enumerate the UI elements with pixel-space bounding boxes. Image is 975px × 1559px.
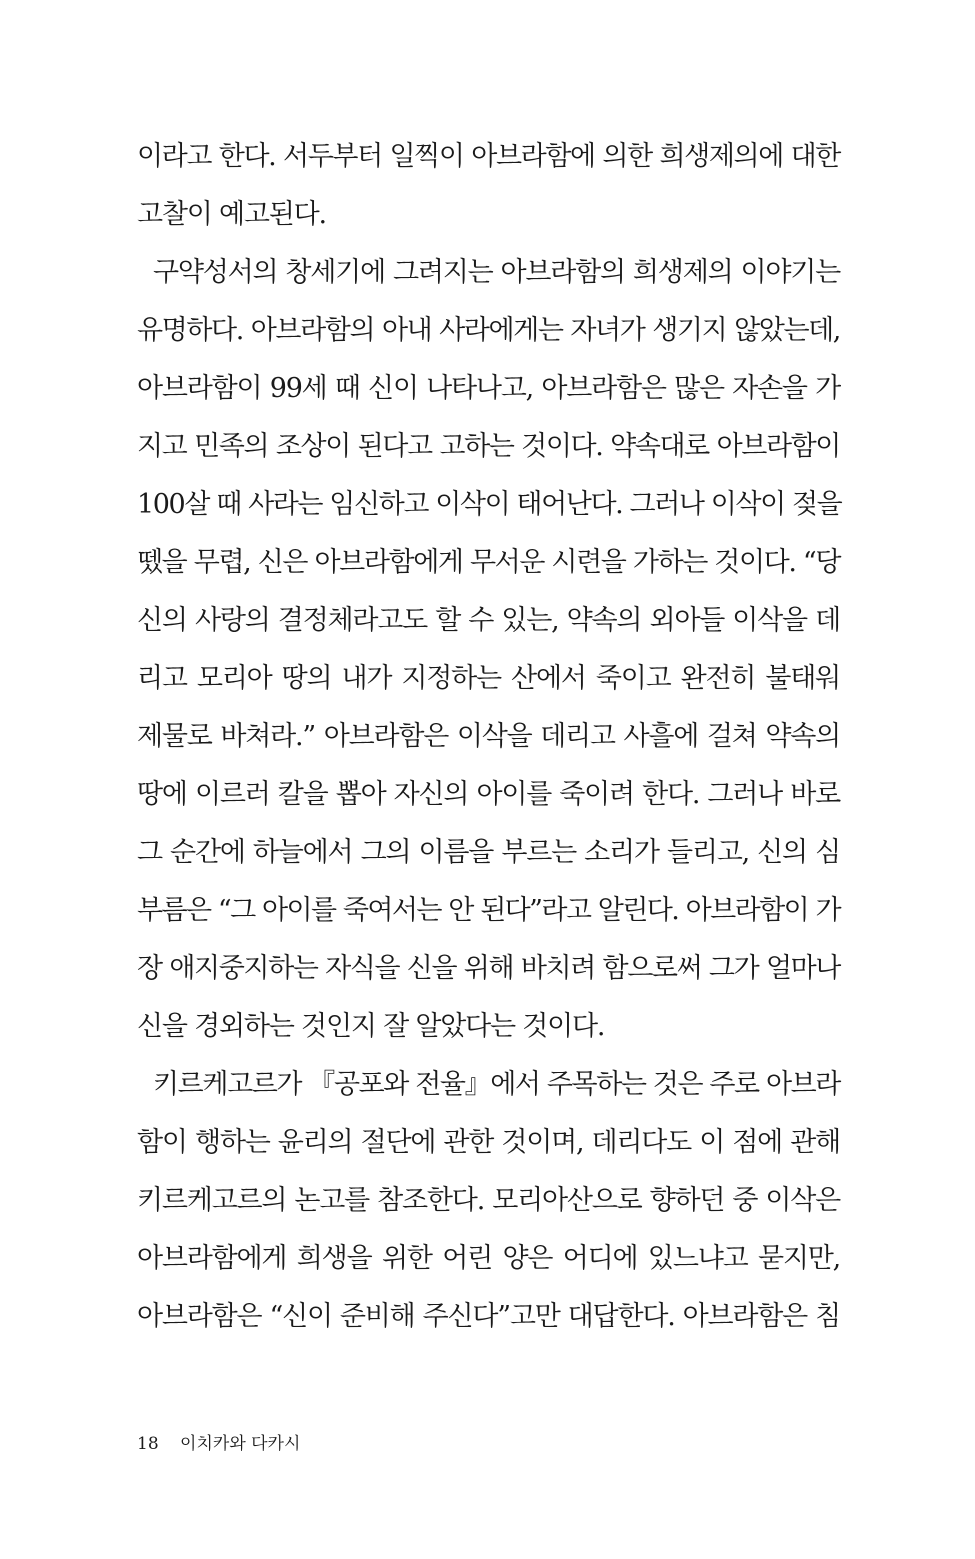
text-line: 아브라함이 99세 때 신이 나타나고, 아브라함은 많은 자손을 가 — [137, 373, 840, 404]
text-line: 고찰이 예고된다. — [137, 199, 326, 230]
paragraph-3 — [137, 1056, 840, 1346]
text-line: 신의 사랑의 결정체라고도 할 수 있는, 약속의 외아들 이삭을 데 — [137, 605, 840, 636]
text-line: 키르케고르가 『공포와 전율』에서 주목하는 것은 주로 아브라 — [153, 1069, 840, 1100]
text-line: 아브라함에게 희생을 위한 어린 양은 어디에 있느냐고 묻지만, — [137, 1243, 840, 1274]
text-line: 유명하다. 아브라함의 아내 사라에게는 자녀가 생기지 않았는데, — [137, 315, 840, 346]
text-line: 제물로 바쳐라.” 아브라함은 이삭을 데리고 사흘에 걸쳐 약속의 — [137, 721, 840, 752]
page-number: 18 — [137, 1434, 159, 1454]
text-line: 부름은 “그 아이를 죽여서는 안 된다”라고 알린다. 아브라함이 가 — [137, 895, 840, 926]
text-line: 구약성서의 창세기에 그려지는 아브라함의 희생제의 이야기는 — [153, 257, 840, 288]
text-line: 그 순간에 하늘에서 그의 이름을 부르는 소리가 들리고, 신의 심 — [137, 837, 840, 868]
text-line: 키르케고르의 논고를 참조한다. 모리아산으로 향하던 중 이삭은 — [137, 1185, 840, 1216]
text-line: 이라고 한다. 서두부터 일찍이 아브라함에 의한 희생제의에 대한 — [137, 141, 840, 172]
text-line: 뗐을 무렵, 신은 아브라함에게 무서운 시련을 가하는 것이다. “당 — [137, 547, 840, 578]
paragraph-2 — [137, 244, 840, 1056]
text-line: 땅에 이르러 칼을 뽑아 자신의 아이를 죽이려 한다. 그러나 바로 — [137, 779, 840, 810]
text-line: 지고 민족의 조상이 된다고 고하는 것이다. 약속대로 아브라함이 — [137, 431, 840, 462]
text-line: 리고 모리아 땅의 내가 지정하는 산에서 죽이고 완전히 불태워 — [137, 663, 840, 694]
text-line: 100살 때 사라는 임신하고 이삭이 태어난다. 그러나 이삭이 젖을 — [137, 489, 842, 520]
running-title: 이치카와 다카시 — [180, 1434, 301, 1454]
text-line: 장 애지중지하는 자식을 신을 위해 바치려 함으로써 그가 얼마나 — [137, 953, 840, 984]
text-line: 함이 행하는 윤리의 절단에 관한 것이며, 데리다도 이 점에 관해 — [137, 1127, 840, 1158]
text-line: 신을 경외하는 것인지 잘 알았다는 것이다. — [137, 1011, 605, 1042]
body-text — [137, 128, 840, 1346]
text-line: 아브라함은 “신이 준비해 주신다”고만 대답한다. 아브라함은 침 — [137, 1301, 840, 1332]
paragraph-1 — [137, 128, 840, 244]
page-footer — [137, 1432, 300, 1456]
